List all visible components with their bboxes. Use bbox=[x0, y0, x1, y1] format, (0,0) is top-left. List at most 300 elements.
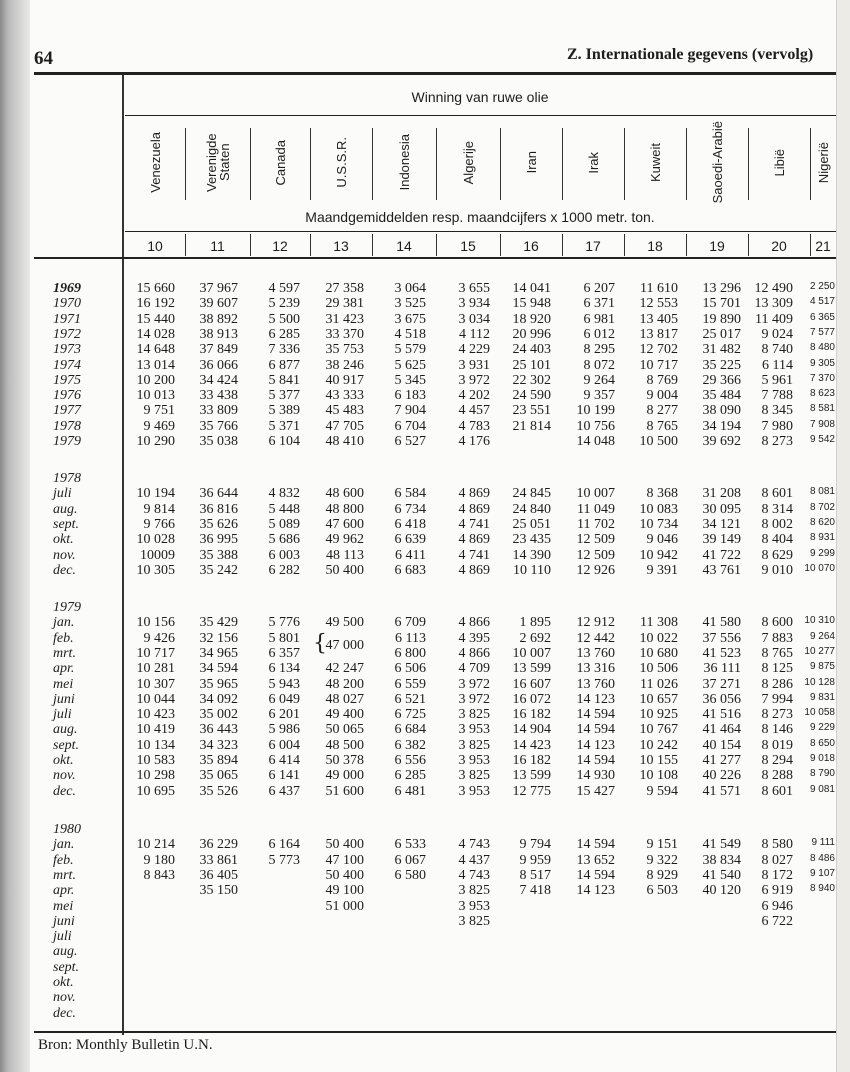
table-cell: 3 931 bbox=[458, 357, 490, 373]
table-cell: 6 114 bbox=[762, 357, 793, 373]
column-number: 14 bbox=[396, 238, 412, 254]
row-label: mei bbox=[53, 898, 74, 914]
table-cell: 9 875 bbox=[809, 661, 835, 673]
row-label: apr. bbox=[53, 883, 75, 899]
table-cell: 35 038 bbox=[199, 434, 238, 449]
table-cell: 6 164 bbox=[268, 837, 300, 853]
table-cell: 6 506 bbox=[394, 661, 426, 677]
table-cell: 10 194 bbox=[136, 486, 175, 502]
table-cell: 6 709 bbox=[394, 615, 426, 631]
table-cell: 14 594 bbox=[576, 722, 615, 738]
table-cell: 41 722 bbox=[702, 547, 741, 563]
table-cell: 35 965 bbox=[199, 676, 238, 692]
table-cell: 4 395 bbox=[458, 630, 490, 646]
table-cell: 6 527 bbox=[394, 434, 426, 449]
row-label: aug. bbox=[53, 944, 78, 960]
table-cell: 15 427 bbox=[576, 783, 615, 799]
column-number: 20 bbox=[771, 238, 787, 254]
table-cell: 14 594 bbox=[576, 867, 615, 883]
column-header-label: Iran bbox=[523, 151, 539, 174]
table-cell: 14 423 bbox=[512, 737, 551, 753]
table-cell: 6 134 bbox=[268, 661, 300, 677]
table-cell: 9 081 bbox=[809, 783, 835, 795]
table-cell: 12 509 bbox=[576, 547, 615, 563]
table-cell: 14 041 bbox=[512, 281, 551, 296]
row-label: aug. bbox=[53, 501, 78, 517]
row-label: okt. bbox=[53, 753, 74, 768]
table-cell: 8 740 bbox=[761, 342, 793, 358]
column-header-label: Verenigde Staten bbox=[203, 133, 232, 192]
table-cell: 10 214 bbox=[136, 837, 175, 853]
row-label: dec. bbox=[53, 562, 76, 578]
table-cell: 48 200 bbox=[325, 676, 364, 692]
table-cell: 6 437 bbox=[268, 783, 300, 799]
table-cell: 5 841 bbox=[268, 372, 300, 388]
table-cell: 49 962 bbox=[325, 532, 364, 548]
stub-divider bbox=[122, 75, 124, 1035]
table-cell: 5 345 bbox=[394, 372, 426, 388]
table-cell: 9 542 bbox=[809, 434, 835, 445]
table-cell: 5 389 bbox=[268, 403, 300, 419]
table-cell: 10 242 bbox=[639, 737, 678, 753]
row-label: feb. bbox=[53, 630, 74, 646]
table-cell: 6 104 bbox=[268, 434, 300, 449]
table-cell: 35 150 bbox=[199, 883, 238, 899]
table-cell: 50 065 bbox=[325, 722, 364, 738]
table-cell: 6 357 bbox=[268, 645, 300, 661]
table-cell: 4 743 bbox=[458, 837, 490, 853]
table-cell: 16 072 bbox=[512, 691, 551, 707]
table-cell: 10 277 bbox=[804, 645, 835, 657]
table-cell: 38 246 bbox=[325, 357, 364, 373]
table-cell: 41 549 bbox=[702, 837, 741, 853]
table-cell: 33 809 bbox=[199, 403, 238, 419]
table-cell: 8 295 bbox=[583, 342, 615, 358]
table-cell: 10 128 bbox=[804, 676, 835, 688]
row-label: jan. bbox=[53, 615, 75, 631]
table-cell: 3 972 bbox=[458, 676, 490, 692]
table-cell: 13 014 bbox=[136, 357, 175, 373]
column-divider bbox=[500, 234, 501, 256]
table-cell: 8 940 bbox=[809, 883, 835, 895]
table-cell: 39 149 bbox=[702, 532, 741, 548]
table-cell: 21 814 bbox=[512, 418, 551, 434]
table-cell: 33 438 bbox=[199, 388, 238, 404]
column-divider bbox=[686, 234, 687, 256]
row-label: 1974 bbox=[53, 357, 81, 373]
table-cell: 35 753 bbox=[325, 342, 364, 358]
table-cell: 9 469 bbox=[143, 418, 175, 434]
table-cell: 35 429 bbox=[199, 615, 238, 631]
table-cell: 11 610 bbox=[640, 281, 678, 296]
table-cell: 9 046 bbox=[646, 532, 678, 548]
table-cell: 9 229 bbox=[809, 722, 835, 734]
table-cell: 7 908 bbox=[809, 418, 835, 430]
table-cell: 9 766 bbox=[143, 516, 175, 532]
table-cell: 24 590 bbox=[512, 388, 551, 404]
table-cell: 4 743 bbox=[458, 867, 490, 883]
table-cell: 29 381 bbox=[325, 296, 364, 312]
table-cell: 6 683 bbox=[394, 562, 426, 578]
table-cell: 8 517 bbox=[519, 867, 551, 883]
table-cell: 11 409 bbox=[755, 311, 793, 327]
table-cell: 43 333 bbox=[325, 388, 364, 404]
column-header-label: Venezuela bbox=[147, 132, 163, 193]
table-cell: 13 817 bbox=[639, 326, 678, 342]
table-cell: 8 765 bbox=[761, 645, 793, 661]
table-cell: 4 457 bbox=[458, 403, 490, 419]
table-cell: 9 322 bbox=[646, 852, 678, 868]
table-cell: 14 123 bbox=[576, 737, 615, 753]
table-cell: 9 264 bbox=[583, 372, 615, 388]
table-cell: 8 288 bbox=[761, 768, 793, 784]
table-cell: 9 010 bbox=[761, 562, 793, 578]
row-label: 1978 bbox=[53, 418, 81, 434]
table-cell: 6 481 bbox=[394, 783, 426, 799]
table-cell: 8 273 bbox=[761, 434, 793, 449]
column-number: 10 bbox=[147, 238, 163, 254]
table-cell: 49 000 bbox=[325, 768, 364, 784]
table-cell: 3 825 bbox=[458, 737, 490, 753]
table-cell: 41 516 bbox=[702, 707, 741, 723]
table-cell: 6 411 bbox=[395, 547, 426, 563]
column-number: 13 bbox=[333, 238, 349, 254]
row-label: jan. bbox=[53, 837, 75, 853]
table-cell: 9 794 bbox=[519, 837, 551, 853]
table-cell: 48 113 bbox=[326, 547, 364, 563]
table-cell: 6 049 bbox=[268, 691, 300, 707]
table-cell: 10 310 bbox=[804, 615, 835, 627]
table-cell: 6 946 bbox=[761, 898, 793, 914]
table-cell: 24 845 bbox=[512, 486, 551, 502]
table-cell: 3 064 bbox=[394, 281, 426, 296]
column-divider bbox=[310, 234, 311, 256]
table-cell: 6 919 bbox=[761, 883, 793, 899]
table-cell: 7 980 bbox=[761, 418, 793, 434]
table-cell: 37 556 bbox=[702, 630, 741, 646]
table-cell: 11 026 bbox=[640, 676, 678, 692]
table-cell: 41 580 bbox=[702, 615, 741, 631]
table-cell: 9 831 bbox=[809, 691, 835, 703]
table-cell: 13 309 bbox=[754, 296, 793, 312]
table-cell: 50 400 bbox=[325, 837, 364, 853]
table-cell: 25 101 bbox=[512, 357, 551, 373]
column-header bbox=[250, 120, 310, 205]
table-cell: 18 920 bbox=[512, 311, 551, 327]
column-divider bbox=[372, 234, 373, 256]
table-cell: 6 580 bbox=[394, 867, 426, 883]
table-cell: 10 290 bbox=[136, 434, 175, 449]
table-cell: 6 285 bbox=[394, 768, 426, 784]
table-cell: 10 423 bbox=[136, 707, 175, 723]
column-number: 16 bbox=[523, 238, 539, 254]
table-cell: 3 525 bbox=[394, 296, 426, 312]
column-divider bbox=[810, 128, 811, 200]
table-cell: 6 282 bbox=[268, 562, 300, 578]
table-cell: 6 800 bbox=[394, 645, 426, 661]
block-heading: 1980 bbox=[53, 822, 81, 837]
table-cell: 48 800 bbox=[325, 501, 364, 517]
table-cell: 8 286 bbox=[761, 676, 793, 692]
table-cell: 10 500 bbox=[639, 434, 678, 449]
table-cell: 10 155 bbox=[639, 753, 678, 768]
table-cell: 12 509 bbox=[576, 532, 615, 548]
table-cell: 10 007 bbox=[512, 645, 551, 661]
table-cell: 5 500 bbox=[268, 311, 300, 327]
table-cell: 10 134 bbox=[136, 737, 175, 753]
row-label: sept. bbox=[53, 959, 80, 975]
table-cell: 38 090 bbox=[702, 403, 741, 419]
column-number: 11 bbox=[210, 238, 225, 254]
table-cell: 9 004 bbox=[646, 388, 678, 404]
table-cell: 41 464 bbox=[702, 722, 741, 738]
table-cell: 36 056 bbox=[702, 691, 741, 707]
column-number: 21 bbox=[815, 238, 831, 254]
table-cell: 8 072 bbox=[583, 357, 615, 373]
table-cell: 8 623 bbox=[809, 388, 835, 400]
table-cell: 4 709 bbox=[458, 661, 490, 677]
table-cell: 4 869 bbox=[458, 562, 490, 578]
row-label: 1977 bbox=[53, 403, 81, 419]
table-cell: 6 113 bbox=[395, 630, 426, 646]
table-cell: 8 581 bbox=[809, 403, 835, 415]
table-cell: 3 825 bbox=[458, 883, 490, 899]
table-cell: 4 869 bbox=[458, 486, 490, 502]
table-cell: 34 121 bbox=[702, 516, 741, 532]
column-header bbox=[624, 120, 686, 205]
column-header-label: U.S.S.R. bbox=[333, 137, 349, 188]
table-cell: 49 100 bbox=[325, 883, 364, 899]
table-cell: 6 067 bbox=[394, 852, 426, 868]
table-cell: 10 200 bbox=[136, 372, 175, 388]
table-cell: 35 484 bbox=[702, 388, 741, 404]
row-label: nov. bbox=[53, 990, 76, 1006]
table-cell: 34 424 bbox=[199, 372, 238, 388]
table-cell: 22 302 bbox=[512, 372, 551, 388]
table-cell: 6 285 bbox=[268, 326, 300, 342]
table-cell: 8 929 bbox=[646, 867, 678, 883]
adjacent-page-edge bbox=[836, 0, 850, 1072]
table-cell: 20 996 bbox=[512, 326, 551, 342]
table-cell: 36 816 bbox=[199, 501, 238, 517]
table-cell: 6 521 bbox=[394, 691, 426, 707]
table-cell: 10 013 bbox=[136, 388, 175, 404]
table-cell: 4 202 bbox=[458, 388, 490, 404]
table-cell: 8 314 bbox=[761, 501, 793, 517]
table-cell: 47 600 bbox=[325, 516, 364, 532]
table-cell: 6 012 bbox=[583, 326, 615, 342]
table-cell: 10 583 bbox=[136, 753, 175, 768]
table-cell: 9 264 bbox=[809, 630, 835, 642]
table-cell: 5 448 bbox=[268, 501, 300, 517]
table-cell: 11 049 bbox=[577, 501, 615, 517]
table-cell: 25 051 bbox=[512, 516, 551, 532]
column-header-label: Algerije bbox=[460, 140, 476, 185]
row-label: mrt. bbox=[53, 645, 76, 661]
table-cell: 25 017 bbox=[702, 326, 741, 342]
table-cell: 9 357 bbox=[583, 388, 615, 404]
table-cell: 8 345 bbox=[761, 403, 793, 419]
table-cell: 34 965 bbox=[199, 645, 238, 661]
table-cell: 50 400 bbox=[325, 562, 364, 578]
row-label: 1970 bbox=[53, 296, 81, 312]
table-cell: 6 201 bbox=[268, 707, 300, 723]
table-cell: 10 083 bbox=[639, 501, 678, 517]
table-cell: 6 414 bbox=[268, 753, 300, 768]
table-cell: 10 657 bbox=[639, 691, 678, 707]
table-cell: 16 182 bbox=[512, 707, 551, 723]
table-cell: 3 825 bbox=[458, 707, 490, 723]
table-cell: 6 503 bbox=[646, 883, 678, 899]
table-cell: 8 601 bbox=[761, 783, 793, 799]
table-cell: 33 370 bbox=[325, 326, 364, 342]
table-cell: 6 004 bbox=[268, 737, 300, 753]
table-cell: 4 869 bbox=[458, 501, 490, 517]
table-cell: 5 239 bbox=[268, 296, 300, 312]
table-cell: 8 172 bbox=[761, 867, 793, 883]
table-cell: 8 931 bbox=[809, 532, 835, 544]
table-cell: 10 110 bbox=[513, 562, 551, 578]
table-cell: 4 517 bbox=[809, 296, 835, 308]
column-header-label: Canada bbox=[272, 139, 288, 186]
table-cell: 10 767 bbox=[639, 722, 678, 738]
table-cell: 10 506 bbox=[639, 661, 678, 677]
row-label: 1969 bbox=[53, 281, 81, 296]
table-cell: 32 156 bbox=[199, 630, 238, 646]
table-cell: 3 953 bbox=[458, 753, 490, 768]
block-heading: 1978 bbox=[53, 471, 81, 486]
table-cell: 40 226 bbox=[702, 768, 741, 784]
table-cell: 31 423 bbox=[325, 311, 364, 327]
table-cell: 35 388 bbox=[199, 547, 238, 563]
table-cell: 5 943 bbox=[268, 676, 300, 692]
table-cell: 12 702 bbox=[639, 342, 678, 358]
table-cell: 34 092 bbox=[199, 691, 238, 707]
table-cell: 3 825 bbox=[458, 913, 490, 929]
table-cell: 50 378 bbox=[325, 753, 364, 768]
table-cell: 35 065 bbox=[199, 768, 238, 784]
table-cell: 8 027 bbox=[761, 852, 793, 868]
table-cell: 14 904 bbox=[512, 722, 551, 738]
table-cell: 13 760 bbox=[576, 676, 615, 692]
table-cell: 8 125 bbox=[761, 661, 793, 677]
table-cell: 9 151 bbox=[646, 837, 678, 853]
table-cell: 16 192 bbox=[136, 296, 175, 312]
table-cell: 4 869 bbox=[458, 532, 490, 548]
table-cell: 4 832 bbox=[268, 486, 300, 502]
table-cell: 7 336 bbox=[268, 342, 300, 358]
table-cell: 13 316 bbox=[576, 661, 615, 677]
book-gutter bbox=[0, 0, 30, 1072]
table-cell: 3 972 bbox=[458, 372, 490, 388]
table-cell: 10 680 bbox=[639, 645, 678, 661]
row-label: okt. bbox=[53, 532, 74, 548]
table-cell: 35 242 bbox=[199, 562, 238, 578]
table-cell: 8 273 bbox=[761, 707, 793, 723]
table-cell: 9 751 bbox=[143, 403, 175, 419]
table-cell: 10 717 bbox=[639, 357, 678, 373]
table-cell: 31 482 bbox=[702, 342, 741, 358]
table-cell: 4 176 bbox=[458, 434, 490, 449]
column-number: 17 bbox=[585, 238, 601, 254]
table-cell: 31 208 bbox=[702, 486, 741, 502]
table-cell: 30 095 bbox=[702, 501, 741, 517]
table-cell: 14 123 bbox=[576, 691, 615, 707]
table-cell: 8 277 bbox=[646, 403, 678, 419]
table-cell: 7 418 bbox=[519, 883, 551, 899]
table-cell: 14 048 bbox=[576, 434, 615, 449]
column-divider bbox=[372, 128, 373, 200]
table-cell: 16 607 bbox=[512, 676, 551, 692]
table-cell: 10 756 bbox=[576, 418, 615, 434]
table-cell: 12 442 bbox=[576, 630, 615, 646]
table-cell: 12 926 bbox=[576, 562, 615, 578]
table-cell: 9 959 bbox=[519, 852, 551, 868]
table-cell: 48 500 bbox=[325, 737, 364, 753]
table-cell: 41 523 bbox=[702, 645, 741, 661]
table-cell: 19 890 bbox=[702, 311, 741, 327]
table-cell: 7 370 bbox=[809, 372, 835, 384]
table-cell: 5 625 bbox=[394, 357, 426, 373]
table-cell: 5 773 bbox=[268, 852, 300, 868]
table-cell: 41 571 bbox=[702, 783, 741, 799]
table-cell: 15 440 bbox=[136, 311, 175, 327]
column-divider bbox=[562, 128, 563, 200]
table-cell: 3 655 bbox=[458, 281, 490, 296]
row-label: 1976 bbox=[53, 388, 81, 404]
column-header bbox=[125, 120, 185, 205]
table-cell: 10 028 bbox=[136, 532, 175, 548]
table-cell: 8 702 bbox=[809, 501, 835, 513]
table-cell: 48 600 bbox=[325, 486, 364, 502]
column-header-label: Nigerië bbox=[815, 141, 831, 184]
table-cell: 8 765 bbox=[646, 418, 678, 434]
table-cell: 5 961 bbox=[761, 372, 793, 388]
table-cell: 2 692 bbox=[519, 630, 551, 646]
table-cell: 6 371 bbox=[583, 296, 615, 312]
table-cell: 27 358 bbox=[325, 281, 364, 296]
table-cell: 10 419 bbox=[136, 722, 175, 738]
row-label: sept. bbox=[53, 737, 80, 753]
table-cell: 23 551 bbox=[512, 403, 551, 419]
table-cell: 36 111 bbox=[703, 661, 741, 677]
table-cell: 10 305 bbox=[136, 562, 175, 578]
table-cell: 5 776 bbox=[268, 615, 300, 631]
table-cell: 36 644 bbox=[199, 486, 238, 502]
source-note: Bron: Monthly Bulletin U.N. bbox=[38, 1037, 213, 1053]
table-cell: 6 981 bbox=[583, 311, 615, 327]
column-header bbox=[310, 120, 372, 205]
row-label: apr. bbox=[53, 661, 75, 677]
table-cell: 8 019 bbox=[761, 737, 793, 753]
row-label: sept. bbox=[53, 516, 80, 532]
column-header bbox=[748, 120, 810, 205]
table-cell: 11 308 bbox=[640, 615, 678, 631]
table-cell: 6 639 bbox=[394, 532, 426, 548]
table-cell: 6 533 bbox=[394, 837, 426, 853]
table-cell: 5 801 bbox=[268, 630, 300, 646]
row-label: 1975 bbox=[53, 372, 81, 388]
table-cell: 15 660 bbox=[136, 281, 175, 296]
table-cell: 4 866 bbox=[458, 645, 490, 661]
table-cell: 38 892 bbox=[199, 311, 238, 327]
table-cell: 6 704 bbox=[394, 418, 426, 434]
table-cell: 34 323 bbox=[199, 737, 238, 753]
row-label: nov. bbox=[53, 547, 76, 563]
table-cell: 4 518 bbox=[394, 326, 426, 342]
row-label: juli bbox=[53, 929, 72, 945]
table-cell: 15 701 bbox=[702, 296, 741, 312]
